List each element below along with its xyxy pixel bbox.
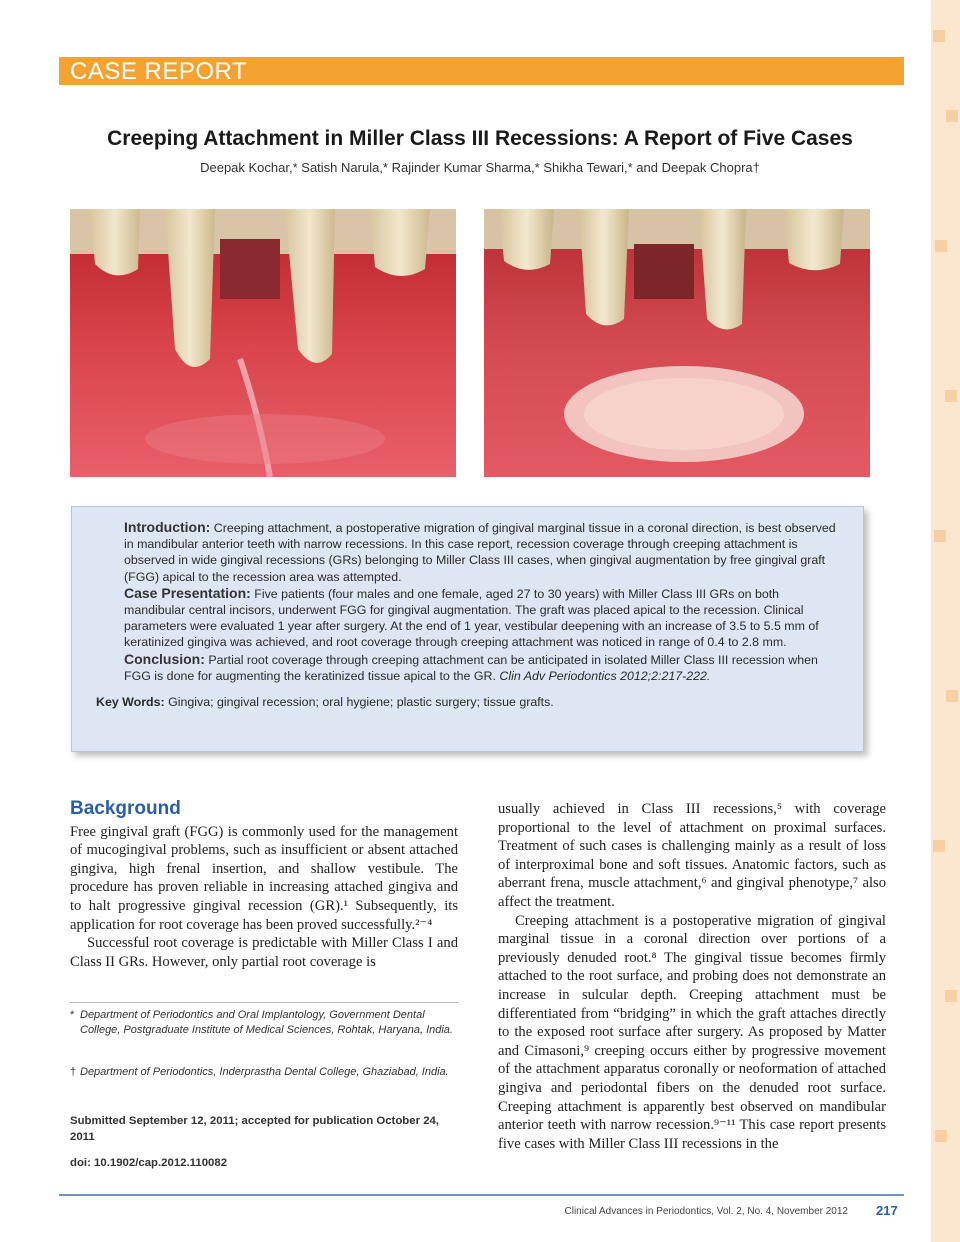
strip-tile <box>945 990 957 1002</box>
body-paragraph: Creeping attachment is a postoperative migration of gingival marginal tissue in a coronal direction over portions of a previously denuded root.⁸ The gingival tissue becomes firmly attached to the root surface, and probing does not demonstrate an increase in sulcular depth. Creeping attachment must be differentiated from “bridging” in which the graft attaches directly to the exposed root surface after surgery. As proposed by Matter and Cimasoni,⁹ creeping occurs either by progressive movement of the attachment apparatus coronally or neoformation of attached gingiva and periodontal fibers on the denuded root surface. Creeping attachment is apparently best observed on mandibular anterior teeth with narrow recession.⁹⁻¹¹ This case report presents five cases with Miller Class III recessions in the <box>498 912 886 1152</box>
abstract-conclusion <box>96 651 837 684</box>
section-label: CASE REPORT <box>70 58 248 85</box>
strip-tile <box>946 690 958 702</box>
affiliation-2 <box>70 1065 458 1080</box>
strip-tile <box>934 530 946 542</box>
abstract-introduction-text: Creeping attachment, a postoperative migration of gingival marginal tissue in a coronal direction, is best observed in mandibular anterior teeth with narrow recessions. In this case report, recession coverage through creeping attachment is observed in wide gingival recessions (GRs) belonging to Miller Class III cases, when gingival augmentation by free gingival graft (FGG) apical to the recession area was attempted. <box>124 521 836 584</box>
abstract-conclusion-heading: Conclusion: <box>124 650 205 667</box>
decorative-side-strip <box>931 0 960 1242</box>
body-paragraph: usually achieved in Class III recessions,⁵ with coverage proportional to the level of attachment on proximal surfaces. Treatment of such cases is challenging mainly as a result of loss of interproximal bone and soft tissues. Anatomic factors, such as aberrant frena, muscle attachment,⁶ and gingival phenotype,⁷ also affect the treatment. <box>498 801 886 910</box>
section-banner <box>59 57 904 85</box>
body-paragraph: Free gingival graft (FGG) is commonly used for the management of mucogingival problems, such as insufficient or absent attached gingiva, high frenal insertion, and shallow vestibule. The procedure has proven reliable in increasing attached gingiva and to halt progressive gingival recession (GR).¹ Subsequently, its application for root coverage has been proved successfully.²⁻⁴ <box>70 823 458 933</box>
clinical-photo-postoperative <box>484 209 870 477</box>
affiliation-1-mark: * <box>70 1009 75 1021</box>
key-words <box>96 694 837 710</box>
affiliation-1-text: Department of Periodontics and Oral Implantology, Government Dental College, Postgraduate Institute of Medical Sciences, Rohtak, Haryana, India. <box>80 1009 453 1036</box>
clinical-photo-preoperative <box>70 209 456 477</box>
body-column-right <box>498 800 886 1153</box>
strip-tile <box>935 1130 947 1142</box>
body-column-left <box>70 800 458 971</box>
author-list: Deepak Kochar,* Satish Narula,* Rajinder Kumar Sharma,* Shikha Tewari,* and Deepak Chopra† <box>200 160 760 175</box>
abstract-introduction <box>96 519 837 585</box>
strip-tile <box>933 840 945 852</box>
abstract-introduction-heading: Introduction: <box>124 519 211 535</box>
strip-tile <box>945 390 957 402</box>
submission-dates: Submitted September 12, 2011; accepted for publication October 24, 2011 <box>70 1115 440 1143</box>
affiliation-1 <box>70 1008 458 1038</box>
key-words-text: Gingiva; gingival recession; oral hygiene; plastic surgery; tissue grafts. <box>168 695 554 710</box>
body-paragraph: Successful root coverage is predictable with Miller Class I and Class II GRs. However, only partial root coverage is <box>70 935 458 970</box>
abstract-case-presentation <box>96 585 837 651</box>
strip-tile <box>946 110 958 122</box>
key-words-heading: Key Words: <box>96 695 165 710</box>
abstract-box <box>71 506 864 752</box>
background-heading: Background <box>70 798 181 819</box>
page-number: 217 <box>876 1203 898 1218</box>
doi-link[interactable]: doi: 10.1902/cap.2012.110082 <box>70 1157 228 1169</box>
footnote-divider <box>70 1002 458 1003</box>
abstract-case-text: Five patients (four males and one female, aged 27 to 30 years) with Miller Class III GRs on both mandibular central incisors, underwent FGG for gingival augmentation. The graft was placed apical to the recession. Clinical parameters were evaluated 1 year after surgery. At the end of 1 year, vestibular deepening with an increase of 3.5 to 5.5 mm of keratinized gingiva was achieved, and root coverage through creeping attachment was noticed in range of 0.4 to 2.8 mm. <box>124 586 819 650</box>
journal-footer: Clinical Advances in Periodontics, Vol. 2, No. 4, November 2012 <box>564 1206 848 1217</box>
abstract-conclusion-text: Partial root coverage through creeping attachment can be anticipated in isolated Miller Class III recession when FGG is done for augmenting the keratinized tissue apical to the GR. <box>124 652 818 683</box>
article-title: Creeping Attachment in Miller Class III Recessions: A Report of Five Cases <box>107 127 853 150</box>
affiliation-2-text: Department of Periodontics, Inderprastha Dental College, Ghaziabad, India. <box>80 1066 449 1078</box>
footer-rule <box>59 1194 904 1196</box>
affiliation-2-mark: † <box>70 1066 77 1078</box>
abstract-case-heading: Case Presentation: <box>124 584 251 601</box>
strip-tile <box>933 30 945 42</box>
abstract-citation: Clin Adv Periodontics 2012;2:217-222. <box>499 668 711 683</box>
strip-tile <box>935 240 947 252</box>
